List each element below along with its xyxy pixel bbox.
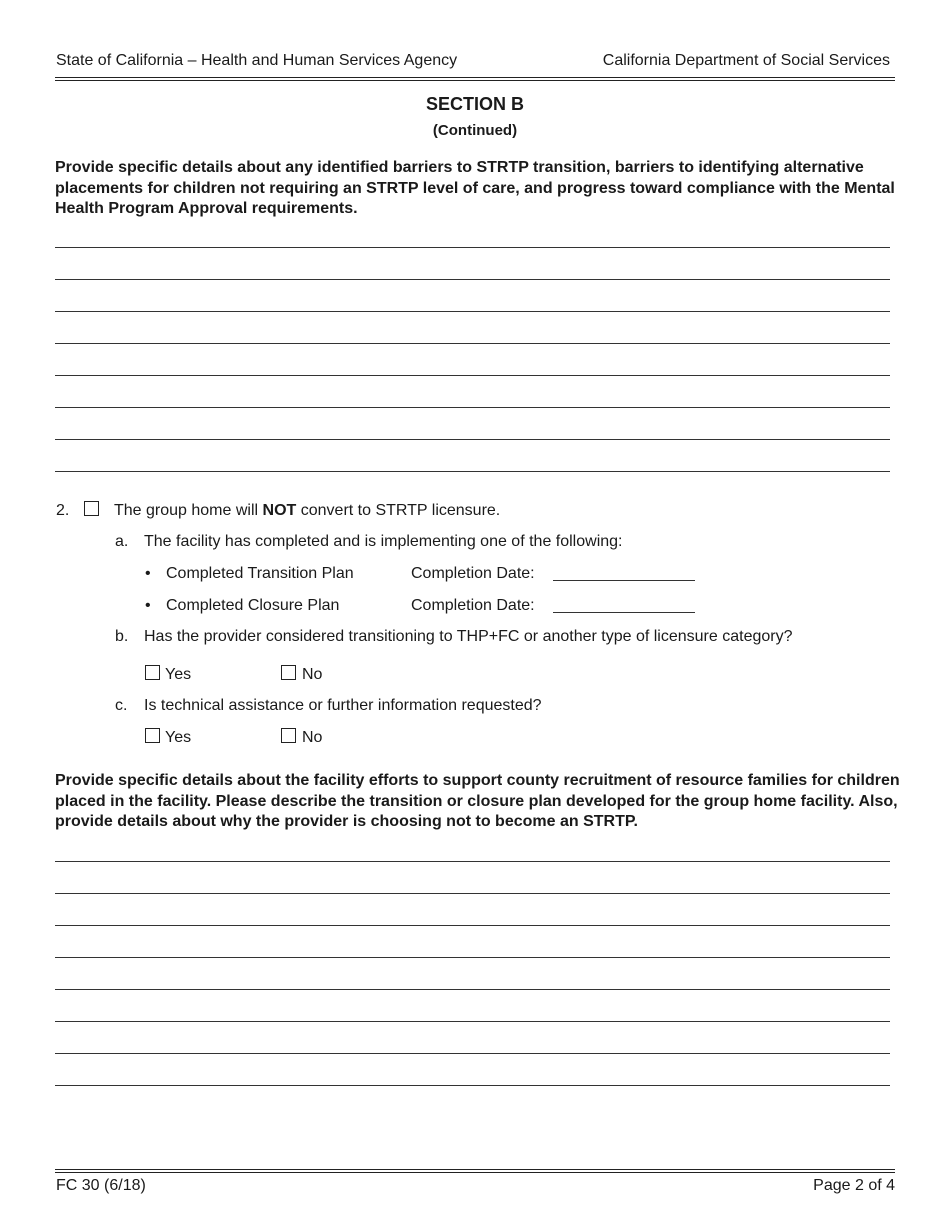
answer-line[interactable]: [55, 439, 890, 440]
answer-line[interactable]: [55, 471, 890, 472]
page-number: Page 2 of 4: [813, 1177, 895, 1194]
answer-line[interactable]: [55, 925, 890, 926]
bullet-icon: •: [145, 565, 151, 582]
assistance-yes-checkbox[interactable]: [145, 728, 160, 743]
thp-no-label: No: [302, 666, 323, 683]
footer-rule-bottom: [55, 1172, 895, 1173]
assistance-no-checkbox[interactable]: [281, 728, 296, 743]
answer-line[interactable]: [55, 279, 890, 280]
item-a-letter: a.: [115, 533, 129, 550]
department-header: California Department of Social Services: [602, 52, 890, 69]
form-id: FC 30 (6/18): [56, 1177, 146, 1194]
closure-date-label: Completion Date:: [411, 597, 535, 614]
section-subtitle: (Continued): [432, 122, 518, 139]
answer-line[interactable]: [55, 311, 890, 312]
answer-line[interactable]: [55, 1021, 890, 1022]
answer-line[interactable]: [55, 343, 890, 344]
item-c-letter: c.: [115, 697, 128, 714]
item-b-letter: b.: [115, 628, 129, 645]
transition-date-label: Completion Date:: [411, 565, 535, 582]
barriers-instructions: Provide specific details about any identified barriers to STRTP transition, barriers to identifying alternative placements for children not requiring an STRTP level of care, and progress toward compliance with the Mental Health Program Approval requirements.: [55, 159, 895, 217]
answer-line[interactable]: [55, 407, 890, 408]
answer-line[interactable]: [55, 1053, 890, 1054]
item-c-text: Is technical assistance or further information requested?: [144, 697, 542, 714]
answer-line[interactable]: [55, 957, 890, 958]
section-title: SECTION B: [425, 94, 524, 114]
recruitment-instructions: Provide specific details about the facility efforts to support county recruitment of resource families for children placed in the facility. Please describe the transition or closure plan developed for the group home facility. Also, provide details about why the provider is choosing not to become an STRTP.: [55, 772, 900, 830]
answer-line[interactable]: [55, 893, 890, 894]
footer-rule-top: [55, 1169, 895, 1170]
assistance-no-label: No: [302, 729, 323, 746]
thp-yes-checkbox[interactable]: [145, 665, 160, 680]
answer-line[interactable]: [55, 861, 890, 862]
thp-yes-label: Yes: [165, 666, 192, 683]
assistance-yes-label: Yes: [165, 729, 192, 746]
item-a-text: The facility has completed and is implementing one of the following:: [144, 533, 623, 550]
answer-line[interactable]: [55, 375, 890, 376]
closure-date-field[interactable]: [553, 612, 695, 613]
answer-line[interactable]: [55, 247, 890, 248]
thp-no-checkbox[interactable]: [281, 665, 296, 680]
item-b-text: Has the provider considered transitioning to THP+FC or another type of licensure category?: [144, 628, 793, 645]
header-rule-top: [55, 77, 895, 78]
agency-header: State of California – Health and Human Services Agency: [56, 52, 458, 69]
bullet-icon: •: [145, 597, 151, 614]
transition-plan-label: Completed Transition Plan: [166, 565, 354, 582]
answer-line[interactable]: [55, 1085, 890, 1086]
no-convert-checkbox[interactable]: [84, 501, 99, 516]
answer-line[interactable]: [55, 989, 890, 990]
item-2-text: The group home will NOT convert to STRTP licensure.: [114, 502, 501, 519]
transition-date-field[interactable]: [553, 580, 695, 581]
header-rule-bottom: [55, 80, 895, 81]
item-2-number: 2.: [56, 502, 70, 519]
closure-plan-label: Completed Closure Plan: [166, 597, 340, 614]
